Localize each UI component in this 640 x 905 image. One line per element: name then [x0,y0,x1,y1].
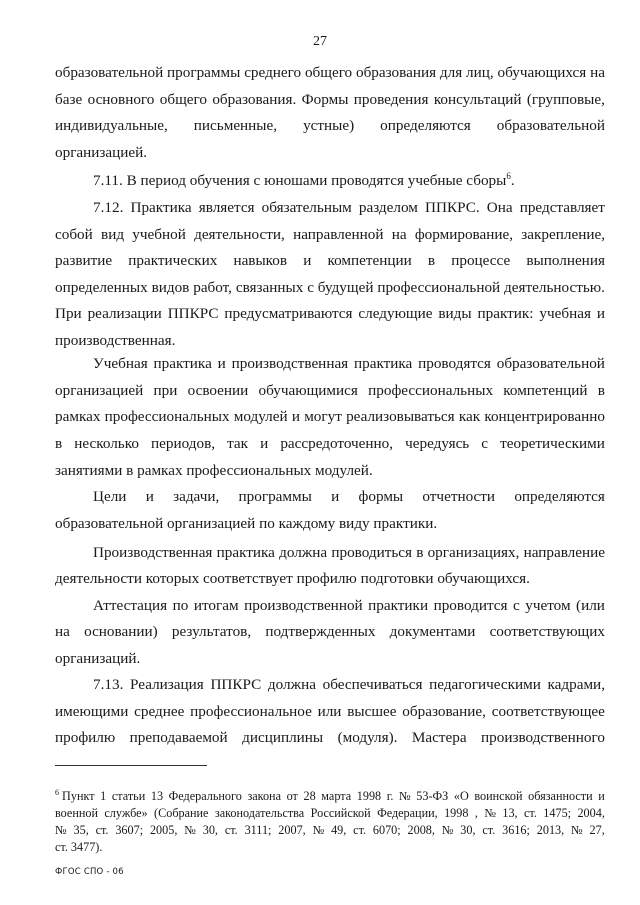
word: образование, [402,703,486,720]
word: собой [55,226,93,243]
word: Учебная [93,355,148,372]
word: проводится [433,597,508,614]
word: консультаций [433,91,522,108]
word: г. [386,789,394,803]
word: 1475; [543,806,572,820]
word: № [441,823,454,837]
word: направление [523,544,605,561]
word: ст. [524,806,537,820]
line-text: ст. 3477). [55,840,103,854]
word: на [590,64,605,81]
word: «О [453,789,469,803]
word: могут [304,408,342,425]
word: и [291,408,300,425]
word: и [217,355,226,372]
word: и [331,488,340,505]
text-line [55,279,605,297]
word: 2007, [278,823,306,837]
word: 53-ФЗ [416,789,449,803]
word: периодов, [151,435,216,452]
word: 3111; [244,823,272,837]
word: развитие [55,252,113,269]
word: статьи [111,789,146,803]
word: основании) [84,623,158,640]
word: учебной [132,226,186,243]
word: связанных [235,279,304,296]
word: закрепление, [521,226,605,243]
text-line [55,729,605,747]
word: отчетности [422,488,496,505]
word: разделом [358,199,418,216]
word: (модуля). [337,729,398,746]
word: ст. [224,823,238,837]
word: № [571,823,583,837]
word: Федерального [168,789,242,803]
word: законодательства [214,806,305,820]
word: индивидуальные, [55,117,168,134]
word: имеющими [55,703,129,720]
word: № [312,823,325,837]
text-line [55,226,605,244]
word: ППКРС. [425,199,480,216]
word: службе» [104,806,148,820]
word: (Собрание [154,806,209,820]
text-line [55,382,605,400]
word: от [286,789,298,803]
word: ст. [95,823,109,837]
word: ППКРС [167,305,219,322]
word: воинской [474,789,523,803]
word: марта [321,789,352,803]
word: (групповые, [526,91,605,108]
word: профессиональное [190,703,312,720]
word: в [427,252,436,269]
word: соответствующих [489,623,605,640]
word: профессиональных [368,382,494,399]
word: рамках [55,408,101,425]
word: модулей [233,408,288,425]
text-line [55,789,605,803]
word: формирование, [414,226,514,243]
word: обучающимися [258,382,358,399]
word: общего [159,91,207,108]
word: несколько [74,435,139,452]
word: практических [128,252,218,269]
word: Производственная [93,544,213,561]
word: деятельностью. [504,279,605,296]
footer-code: ФГОС СПО - 06 [55,867,124,877]
word: компетенций [503,382,588,399]
word: основного [87,91,155,108]
word: военной [55,806,98,820]
word: проводятся [418,355,491,372]
word: реализации [87,305,162,322]
line-text: деятельности которых соответствует профилю подготовки обучающихся. [55,570,530,587]
word: практика [353,355,413,372]
footnote-marker: 6 [55,787,59,797]
word: 3616; [502,823,530,837]
word: Реализация [130,676,204,693]
word: концентрированно [484,408,605,425]
word: и [598,789,605,803]
text-line [93,355,605,373]
text-line [55,305,605,323]
word: Российской [310,806,371,820]
word: на [55,623,70,640]
word: реализовываться [346,408,455,425]
word: итогам [193,597,239,614]
word: виды [438,305,472,322]
text-line [55,462,605,480]
word: № [55,823,67,837]
word: должна [279,544,328,561]
word: обучающихся [497,64,587,81]
word: 27, [589,823,605,837]
word: 2008, [407,823,435,837]
word: на [391,226,407,243]
word: 3607; [115,823,144,837]
word: Практика [130,199,192,216]
word: следующие [358,305,433,322]
word: производственной [244,597,363,614]
word: при [153,382,178,399]
word: практика [153,355,212,372]
word: компетенции [327,252,412,269]
word: деятельности, [194,226,285,243]
word: Федерации, [377,806,438,820]
word: ст. [353,823,367,837]
word: выполнения [526,252,605,269]
word: по [172,597,189,614]
word: 13, [502,806,518,820]
word: 7.13. [93,676,124,693]
word: № [399,789,411,803]
line-text: организацией. [55,144,148,161]
word: устные) [303,117,355,134]
word: 2004, [577,806,605,820]
word: обязательным [261,199,352,216]
word: 13 [150,789,164,803]
text-line [93,676,605,694]
word: чередуясь [405,435,470,452]
word: практики [368,597,429,614]
word: или [317,703,342,720]
text-line [55,823,605,837]
word: ППКРС [210,676,262,693]
text-line [55,623,605,641]
word: с [481,435,489,452]
word: образовательной [55,64,164,81]
text-line [55,703,605,721]
word: Мастера [411,729,467,746]
word: профилю [55,729,116,746]
word: закона [247,789,281,803]
word: и [303,252,312,269]
word: дисциплины [242,729,324,746]
word: При [55,305,82,322]
word: задачи, [173,488,220,505]
word: Она [486,199,513,216]
word: является [198,199,255,216]
word: № [184,823,196,837]
word: 30, [202,823,218,837]
word: 30, [460,823,476,837]
word: процессе [451,252,511,269]
word: 2005, [149,823,178,837]
word: предусматриваются [224,305,353,322]
word: рассредоточенно, [280,435,394,452]
word: Формы [301,91,349,108]
word: теоретическими [500,435,605,452]
word: 7.12. [93,199,124,216]
word: письменные, [193,117,278,134]
footnote-reference: 6 [506,170,511,181]
word: программы [238,488,312,505]
word: с [513,597,520,614]
word: проводиться [331,544,413,561]
word: подтвержденных [265,623,376,640]
line-text-tail: . [510,172,515,189]
word: практика [216,544,275,561]
word: с [307,279,314,296]
word: документами [389,623,476,640]
line-text: занятиями в рамках профессиональных модулей. [55,462,373,479]
word: 35, [73,823,89,837]
word: профессиональной [377,279,501,296]
word: и [260,435,269,452]
text-line [93,488,605,506]
word: 1998 [444,806,469,820]
word: лиц, [466,64,494,81]
word: определенных [55,279,148,296]
word: 49, [331,823,347,837]
word: производственного [481,729,605,746]
word: должна [267,676,316,693]
text-line [55,650,605,668]
word: ст. [482,823,496,837]
word: навыков [233,252,288,269]
text-line [55,252,605,270]
footnote-separator [55,765,207,766]
word: соответствующее [491,703,605,720]
word: будущей [317,279,374,296]
word: образования. [212,91,297,108]
text-line [93,199,605,217]
text-line [55,332,605,350]
word: преподаваемой [129,729,228,746]
line-text: организаций. [55,650,141,667]
word: $^6$ Пункт [55,787,95,803]
word: в [597,382,605,399]
text-line [55,91,605,109]
word: программы [167,64,241,81]
word: 1998 [356,789,382,803]
word: среднего [244,64,302,81]
word: организацией [55,382,144,399]
word: производственная [231,355,349,372]
word: представляет [519,199,605,216]
text-line [93,544,605,562]
word: Аттестация [93,597,168,614]
word: Цели [93,488,127,505]
text-line [93,172,605,190]
word: 6070; [372,823,401,837]
word: определяются [514,488,605,505]
text-line [93,597,605,615]
word: определяются [380,117,471,134]
word: в [416,544,424,561]
word: работ, [193,279,232,296]
word: учебная [539,305,591,322]
text-line [55,117,605,135]
line-text: образовательной организацией по каждому виду практики. [55,515,438,532]
word: , [474,806,478,820]
text-line [55,408,605,426]
word: организациях, [427,544,520,561]
text-line [55,570,605,588]
text-line [55,64,605,82]
word: обязанности [528,789,593,803]
word: (или [576,597,605,614]
word: в [55,435,63,452]
word: профессиональных [104,408,230,425]
word: образовательной [496,117,605,134]
text-line [55,840,605,854]
text-line [55,515,605,533]
word: вид [101,226,125,243]
word: практик: [477,305,534,322]
word: 28 [303,789,316,803]
word: педагогическими [429,676,541,693]
word: так [227,435,249,452]
text-line [55,806,605,820]
word: для [439,64,463,81]
word: формы [358,488,404,505]
word: результатов, [171,623,252,640]
word: обеспечиваться [322,676,423,693]
word: кадрами, [547,676,605,693]
word: среднее [134,703,185,720]
line-text: производственная. [55,332,176,349]
word: направленной [293,226,384,243]
word: 2013, [536,823,565,837]
word: высшее [347,703,397,720]
word: проведения [353,91,429,108]
word: видов [151,279,190,296]
word: и [145,488,154,505]
text-line [55,144,605,162]
text-line [55,435,605,453]
word: как [458,408,481,425]
word: и [596,305,605,322]
word: образовательной [496,355,605,372]
word: образования [355,64,437,81]
word: освоении [187,382,249,399]
word: общего [304,64,353,81]
word: № [484,806,496,820]
word: 1 [100,789,107,803]
word: учетом [525,597,571,614]
line-text: 7.11. В период обучения с юношами проводятся учебные сборы [93,172,507,189]
page-number: 27 [313,34,327,49]
word: базе [55,91,83,108]
